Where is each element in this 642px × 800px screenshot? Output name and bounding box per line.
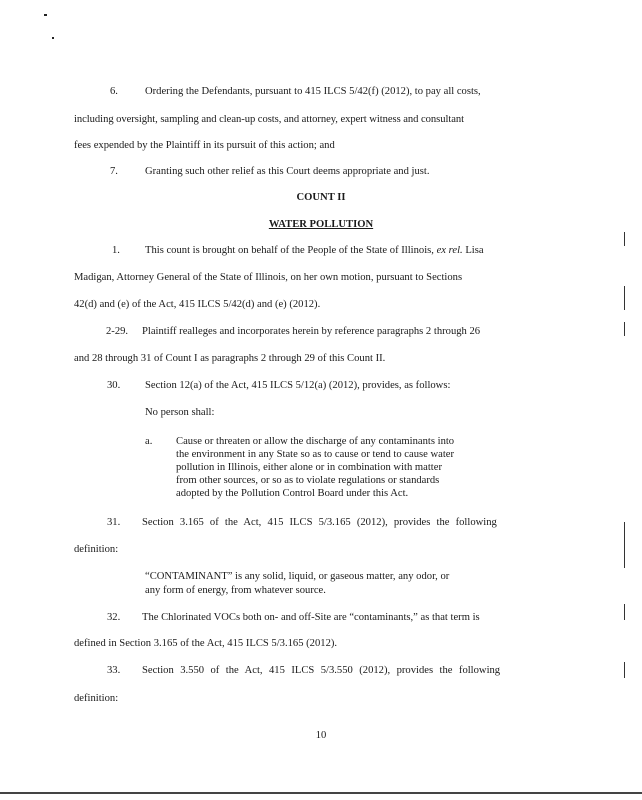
para-2-29-line-2: and 28 through 31 of Count I as paragraphs 2 through 29 of this Count II. bbox=[74, 353, 386, 364]
para-32-number: 32. bbox=[107, 612, 121, 623]
scan-speck bbox=[52, 37, 54, 39]
scan-speck bbox=[44, 14, 47, 16]
para-30-sub-line-4: from other sources, or so as to violate regulations or standards bbox=[176, 475, 440, 486]
para-1-line-1-end: Lisa bbox=[465, 245, 484, 256]
para-32-line-1: The Chlorinated VOCs both on- and off-Site are “contaminants,” as that term is bbox=[142, 612, 480, 623]
para-31-quote-line-2: any form of energy, from whatever source. bbox=[145, 585, 326, 596]
item-7-number: 7. bbox=[110, 166, 118, 177]
scan-margin-mark bbox=[624, 604, 625, 620]
para-33-line-1: Section 3.550 of the Act, 415 ILCS 5/3.550 (2012), provides the following bbox=[142, 665, 501, 676]
item-6-number: 6. bbox=[110, 86, 118, 97]
count-title: WATER POLLUTION bbox=[268, 219, 374, 230]
para-31-number: 31. bbox=[107, 517, 121, 528]
para-31-quote-line-1: “CONTAMINANT” is any solid, liquid, or gaseous matter, any odor, or bbox=[145, 571, 450, 582]
item-6-line-1 bbox=[145, 87, 548, 98]
scan-margin-mark bbox=[624, 232, 625, 246]
para-30-sub-line-1: Cause or threaten or allow the discharge of any contaminants into bbox=[176, 436, 455, 447]
para-2-29-line-1: Plaintiff realleges and incorporates herein by reference paragraphs 2 through 26 bbox=[142, 326, 481, 337]
scan-bottom-edge bbox=[0, 792, 642, 794]
item-6-line-1-text: Ordering the Defendants, pursuant to 415 ILCS 5/42(f) (2012), to pay all costs, bbox=[145, 86, 481, 97]
para-1-line-2: Madigan, Attorney General of the State of Illinois, on her own motion, pursuant to Sections bbox=[74, 272, 463, 283]
para-30-number: 30. bbox=[107, 380, 121, 391]
para-31-line-2: definition: bbox=[74, 544, 119, 555]
para-1-line-1-text: This count is brought on behalf of the People of the State of Illinois, bbox=[145, 245, 434, 256]
para-1-line-3: 42(d) and (e) of the Act, 415 ILCS 5/42(d) and (e) (2012). bbox=[74, 299, 321, 310]
item-6-line-3: fees expended by the Plaintiff in its pursuit of this action; and bbox=[74, 140, 335, 151]
para-30-sub-line-3: pollution in Illinois, either alone or in combination with matter bbox=[176, 462, 442, 473]
item-7-text: Granting such other relief as this Court deems appropriate and just. bbox=[145, 166, 430, 177]
para-30-text: Section 12(a) of the Act, 415 ILCS 5/12(a) (2012), provides, as follows: bbox=[145, 380, 451, 391]
para-31-line-1: Section 3.165 of the Act, 415 ILCS 5/3.165 (2012), provides the following bbox=[142, 517, 497, 528]
scan-margin-mark bbox=[624, 286, 625, 310]
page-number: 10 bbox=[315, 730, 327, 741]
para-1-number: 1. bbox=[112, 245, 120, 256]
count-heading: COUNT II bbox=[296, 192, 346, 203]
para-30-intro: No person shall: bbox=[145, 407, 215, 418]
scan-margin-mark bbox=[624, 322, 625, 336]
scan-margin-mark bbox=[624, 522, 625, 568]
para-2-29-number: 2-29. bbox=[106, 326, 129, 337]
item-6-line-2: including oversight, sampling and clean-up costs, and attorney, expert witness and consultant bbox=[74, 114, 465, 125]
para-33-number: 33. bbox=[107, 665, 121, 676]
para-32-line-2: defined in Section 3.165 of the Act, 415 ILCS 5/3.165 (2012). bbox=[74, 638, 338, 649]
para-1-ex-rel: ex rel. bbox=[436, 245, 463, 256]
para-30-sub-label: a. bbox=[145, 436, 153, 447]
para-30-sub-line-5: adopted by the Pollution Control Board under this Act. bbox=[176, 488, 409, 499]
para-30-sub-line-2: the environment in any State so as to cause or tend to cause water bbox=[176, 449, 454, 460]
scan-margin-mark bbox=[624, 662, 625, 678]
para-33-line-2: definition: bbox=[74, 693, 119, 704]
para-1-line-1 bbox=[145, 246, 484, 257]
